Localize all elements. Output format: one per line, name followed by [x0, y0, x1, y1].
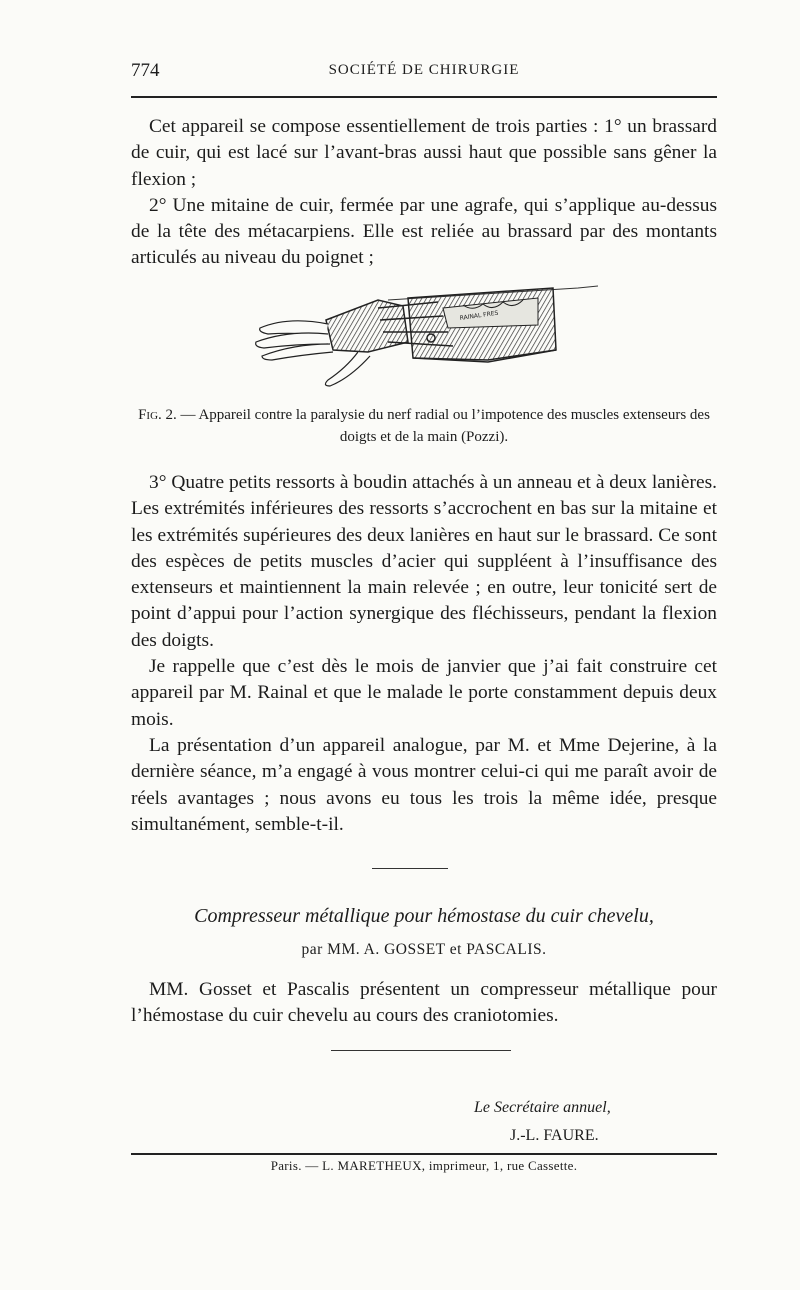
paragraph-ressorts: 3° Quatre petits ressorts à boudin attachés à un anneau et à deux lanières. Les extrémités inférieures des ressorts s’accrochent en bas sur la mitaine et les extrémités supérieures des deux lanières en haut sur le brassard. Ce sont des espèces de petits muscles d’acier qui suppléent à l’insuffisance des extenseurs et maintiennent la main relevée ; en outre, leur tonicité sert de point d’appui pour l’action synergique des fléchisseurs, pendant la flexion des doigts.	[131, 472, 717, 651]
engraved-maker-text: RAINAL FRES	[459, 309, 499, 322]
footer-rule	[131, 1153, 717, 1155]
running-head	[131, 60, 717, 84]
paragraph-rainal: Je rappelle que c’est dès le mois de janvier que j’ai fait construire cet appareil par M. Rainal et que le malade le porte constamment depuis deux mois.	[131, 656, 717, 730]
paragraph-dejerine: La présentation d’un appareil analogue, par M. et Mme Dejerine, à la dernière séance, m’a engagé à vous montrer celui-ci qui me paraît avoir de réels avantages ; nous avons eu tous les trois la même idée, presque simultanément, semble-t-il.	[131, 734, 717, 835]
page-number: 774	[131, 60, 160, 81]
paragraph-mitaine: 2° Une mitaine de cuir, fermée par une agrafe, qui s’applique au-dessus de la tête des métacarpiens. Elle est reliée au brassard par des montants articulés au niveau du poignet ;	[131, 194, 717, 269]
paragraph-brassard: Cet appareil se compose essentiellement de trois parties : 1° un brassard de cuir, qui est lacé sur l’avant-bras aussi haut que possible sans gêner la flexion ;	[131, 116, 717, 190]
signature-role: Le Secrétaire annuel,	[474, 1099, 611, 1116]
section-2-text	[131, 470, 717, 838]
header-rule	[131, 96, 717, 98]
closing-separator	[331, 1050, 511, 1051]
figure-label: Fig. 2.	[138, 407, 177, 423]
article-title: Compresseur métallique pour hémostase du cuir chevelu,	[194, 905, 654, 927]
figure-hand-apparatus	[238, 280, 598, 400]
figure-caption-text: — Appareil contre la paralysie du nerf radial ou l’impotence des muscles extenseurs des doigts et de la main (Pozzi).	[180, 407, 710, 445]
hand-apparatus-illustration	[238, 280, 598, 400]
article-byline: par MM. A. GOSSET et PASCALIS.	[301, 941, 547, 958]
paragraph-compresseur: MM. Gosset et Pascalis présentent un compresseur métallique pour l’hémostase du cuir chevelu au cours des craniotomies.	[131, 979, 717, 1027]
journal-title: SOCIÉTÉ DE CHIRURGIE	[328, 62, 520, 78]
printer-imprint: Paris. — L. MARETHEUX, imprimeur, 1, rue Cassette.	[270, 1158, 578, 1173]
section-1-text	[131, 114, 717, 272]
section-separator	[372, 868, 448, 869]
article-text	[131, 977, 717, 1030]
figure-caption	[131, 404, 717, 448]
signature-name: J.-L. FAURE.	[510, 1127, 599, 1144]
